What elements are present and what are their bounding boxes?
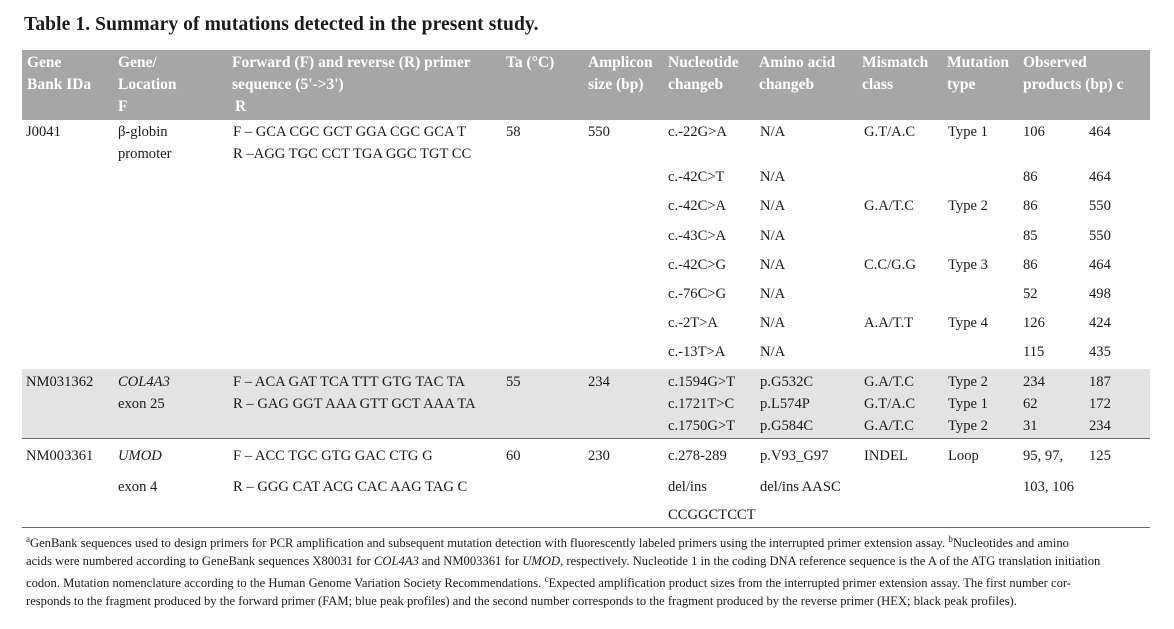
product-forward: 86 — [1023, 257, 1038, 273]
product-forward: 85 — [1023, 228, 1038, 244]
forward-primer: F – ACA GAT TCA TTT GTG TAC TA — [233, 374, 466, 390]
product-forward: 234 — [1023, 374, 1045, 390]
product-forward: 106 — [1023, 124, 1045, 140]
gene-location: UMOD — [118, 448, 162, 464]
mutation-type: Type 4 — [948, 315, 988, 331]
product-reverse: 424 — [1089, 315, 1111, 331]
mutation-type: Type 3 — [948, 257, 988, 273]
nucleotide-change: c.1594G>T — [668, 374, 735, 390]
nucleotide-change: c.-43C>A — [668, 228, 727, 244]
header-amplicon: Amplicon size (bp) — [588, 54, 653, 93]
product-forward: 115 — [1023, 344, 1045, 360]
header-primer-sequence: Forward (F) and reverse (R) primer sequence (5'->3') R — [232, 54, 471, 115]
amino-acid-change: del/ins AASC — [760, 479, 841, 495]
mutation-type: Type 2 — [948, 374, 988, 390]
amino-acid-change: p.V93_G97 — [760, 448, 829, 464]
nucleotide-change: c.-13T>A — [668, 344, 726, 360]
amino-acid-change: N/A — [760, 198, 786, 214]
reverse-primer: R – GAG GGT AAA GTT GCT AAA TA — [233, 396, 476, 412]
mutation-type: Loop — [948, 448, 979, 464]
product-reverse: 550 — [1089, 198, 1111, 214]
nucleotide-change: c.-2T>A — [668, 315, 718, 331]
amino-acid-change: p.L574P — [760, 396, 810, 412]
footnote-line: codon. Mutation nomenclature according to the Human Genome Variation Society Recommendations. $^c$Expected amplification product sizes from the interrupted primer extension assay. The first number cor- — [26, 574, 1072, 590]
gene-bank-id: NM003361 — [26, 448, 94, 464]
amino-acid-change: N/A — [760, 286, 786, 302]
nucleotide-change: c.1721T>C — [668, 396, 735, 412]
header-observed-products: Observed products (bp) c — [1023, 54, 1124, 93]
forward-primer: F – ACC TGC GTG GAC CTG G — [233, 448, 433, 464]
ta-value: 58 — [506, 124, 521, 140]
header-ta: Ta (°C) — [506, 54, 555, 71]
header-mutation-type: Mutation type — [947, 54, 1009, 93]
mutation-type: Type 2 — [948, 198, 988, 214]
footnote-line: responds to the fragment produced by the forward primer (FAM; blue peak profiles) and the second number corresponds to the fragment produced by the reverse primer (HEX; black peak profiles). — [26, 594, 1017, 608]
product-reverse: 435 — [1089, 344, 1111, 360]
nucleotide-change: c.278-289 — [668, 448, 727, 464]
table-footnotes — [26, 530, 1150, 610]
header-gene-location: Gene/ Location F — [118, 54, 177, 115]
mismatch-class: A.A/T.T — [864, 315, 914, 331]
footnote-line: $^a$GenBank sequences used to design primers for PCR amplification and subsequent mutation detection with fluorescently labeled primers using the interrupted primer extension assay. $^b$Nucleotides and amino — [26, 534, 1069, 550]
gene-location: exon 4 — [118, 479, 158, 495]
nucleotide-change: c.-42C>A — [668, 198, 727, 214]
product-forward: 86 — [1023, 198, 1038, 214]
nucleotide-change: del/ins — [668, 479, 707, 495]
amino-acid-change: p.G584C — [760, 418, 814, 434]
header-amino-acid: Amino acid changeb — [759, 54, 836, 93]
product-reverse: 550 — [1089, 228, 1111, 244]
amplicon-size: 550 — [588, 124, 610, 140]
product-reverse: 125 — [1089, 448, 1111, 464]
header-gene-bank: Gene Bank IDa — [27, 54, 92, 93]
product-reverse: 234 — [1089, 418, 1111, 434]
mismatch-class: G.A/T.C — [864, 198, 914, 214]
gene-location: β-globin — [118, 124, 168, 140]
gene-bank-id: NM031362 — [26, 374, 94, 390]
table-title: Table 1. Summary of mutations detected in the present study. — [24, 14, 539, 35]
gene-bank-id: J0041 — [26, 124, 61, 140]
mutation-type: Type 1 — [948, 124, 988, 140]
nucleotide-change: c.-22G>A — [668, 124, 727, 140]
reverse-primer: R – GGG CAT ACG CAC AAG TAG C — [233, 479, 468, 495]
gene-location: COL4A3 — [118, 374, 170, 390]
table-bottom-rule — [22, 527, 1150, 528]
product-forward: 95, 97, — [1023, 448, 1064, 464]
mismatch-class: INDEL — [864, 448, 908, 464]
table-header — [22, 50, 1150, 120]
ta-value: 60 — [506, 448, 521, 464]
amplicon-size: 230 — [588, 448, 610, 464]
product-reverse: 464 — [1089, 124, 1111, 140]
mismatch-class: G.A/T.C — [864, 374, 914, 390]
gene-location: promoter — [118, 146, 172, 162]
forward-primer: F – GCA CGC GCT GGA CGC GCA T — [233, 124, 467, 140]
reverse-primer: R –AGG TGC CCT TGA GGC TGT CC — [233, 146, 472, 162]
amino-acid-change: N/A — [760, 257, 786, 273]
header-mismatch: Mismatch class — [862, 54, 929, 93]
product-forward: 86 — [1023, 169, 1038, 185]
mismatch-class: G.T/A.C — [864, 396, 916, 412]
product-forward: 52 — [1023, 286, 1038, 302]
product-reverse: 187 — [1089, 374, 1111, 390]
nucleotide-change: c.1750G>T — [668, 418, 735, 434]
amplicon-size: 234 — [588, 374, 610, 390]
product-forward: 62 — [1023, 396, 1038, 412]
mutation-type: Type 1 — [948, 396, 988, 412]
group-divider — [22, 438, 1150, 439]
amino-acid-change: N/A — [760, 315, 786, 331]
product-reverse: 464 — [1089, 257, 1111, 273]
header-nucleotide: Nucleotide changeb — [668, 54, 739, 93]
nucleotide-change: c.-42C>T — [668, 169, 725, 185]
mismatch-class: G.A/T.C — [864, 418, 914, 434]
product-forward: 103, 106 — [1023, 479, 1075, 495]
nucleotide-change: c.-76C>G — [668, 286, 727, 302]
mismatch-class: G.T/A.C — [864, 124, 916, 140]
product-reverse: 172 — [1089, 396, 1111, 412]
footnote-line: acids were numbered according to GeneBank sequences X80031 for COL4A3 and NM003361 for UMOD, respectively. Nucleotide 1 in the coding DNA reference sequence is the A of the ATG translation initiation — [26, 554, 1101, 568]
amino-acid-change: N/A — [760, 169, 786, 185]
nucleotide-change: c.-42C>G — [668, 257, 727, 273]
amino-acid-change: N/A — [760, 124, 786, 140]
mismatch-class: C.C/G.G — [864, 257, 916, 273]
product-forward: 126 — [1023, 315, 1045, 331]
amino-acid-change: p.G532C — [760, 374, 814, 390]
nucleotide-change: CCGGCTCCT — [668, 507, 756, 523]
mutation-type: Type 2 — [948, 418, 988, 434]
gene-location: exon 25 — [118, 396, 165, 412]
amino-acid-change: N/A — [760, 228, 786, 244]
ta-value: 55 — [506, 374, 521, 390]
amino-acid-change: N/A — [760, 344, 786, 360]
product-reverse: 464 — [1089, 169, 1111, 185]
product-forward: 31 — [1023, 418, 1038, 434]
product-reverse: 498 — [1089, 286, 1111, 302]
